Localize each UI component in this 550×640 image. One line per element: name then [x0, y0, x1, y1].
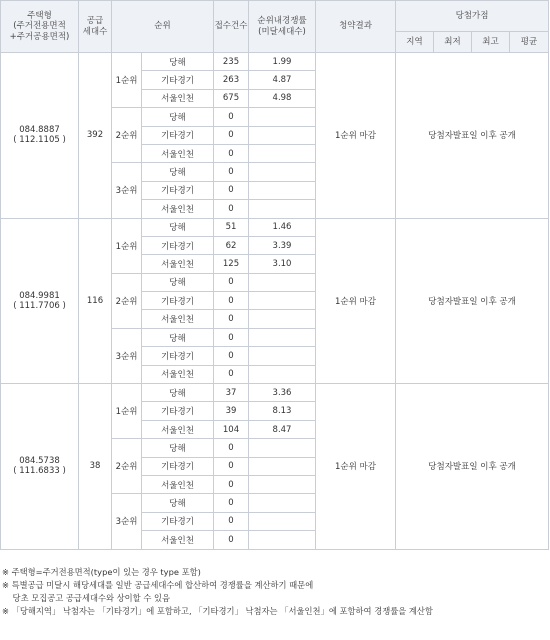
table-row	[1, 384, 549, 402]
applicant-count-cell: 0	[214, 108, 249, 126]
housing-type-cell	[1, 218, 79, 384]
housing-type-area: 084.9981	[19, 290, 60, 301]
category-cell: 서울인천	[142, 365, 214, 383]
category-cell: 기타경기	[142, 347, 214, 365]
competition-rate-cell	[249, 108, 316, 126]
competition-rate-cell	[249, 531, 316, 549]
category-cell: 기타경기	[142, 512, 214, 530]
category-cell: 당해	[142, 108, 214, 126]
category-cell: 서울인천	[142, 144, 214, 162]
header-price: 당첨가점	[396, 1, 549, 32]
category-cell: 당해	[142, 384, 214, 402]
category-cell: 서울인천	[142, 420, 214, 438]
category-cell: 당해	[142, 218, 214, 236]
housing-type-area: 084.5738	[19, 456, 60, 467]
header-price-min: 최저	[434, 32, 472, 53]
category-cell: 서울인천	[142, 200, 214, 218]
applicant-count-cell: 0	[214, 200, 249, 218]
header-price-avg: 평균	[510, 32, 549, 53]
applicant-count-cell: 51	[214, 218, 249, 236]
applicant-count-cell: 0	[214, 144, 249, 162]
applicant-count-cell: 0	[214, 531, 249, 549]
result-cell: 1순위 마감	[316, 384, 396, 550]
category-cell: 서울인천	[142, 475, 214, 493]
applicant-count-cell: 0	[214, 475, 249, 493]
rank-cell: 3순위	[112, 163, 142, 218]
applicant-count-cell: 0	[214, 457, 249, 475]
competition-rate-cell: 3.36	[249, 384, 316, 402]
applicant-count-cell: 0	[214, 328, 249, 346]
competition-rate-cell: 3.39	[249, 236, 316, 254]
housing-type-cell	[1, 53, 79, 219]
header-price-max: 최고	[472, 32, 510, 53]
competition-rate-cell: 3.10	[249, 255, 316, 273]
category-cell: 당해	[142, 439, 214, 457]
applicant-count-cell: 0	[214, 439, 249, 457]
header-type: 주택형 (주거전용면적 +주거공용면적)	[1, 1, 79, 53]
competition-rate-cell	[249, 328, 316, 346]
competition-rate-cell: 1.99	[249, 53, 316, 71]
competition-rate-cell: 1.46	[249, 218, 316, 236]
applicant-count-cell: 104	[214, 420, 249, 438]
applicant-count-cell: 39	[214, 402, 249, 420]
result-cell: 1순위 마감	[316, 53, 396, 219]
competition-rate-cell	[249, 273, 316, 291]
category-cell: 당해	[142, 163, 214, 181]
category-cell: 기타경기	[142, 292, 214, 310]
rank-cell: 2순위	[112, 108, 142, 163]
competition-rate-cell	[249, 181, 316, 199]
applicant-count-cell: 675	[214, 89, 249, 107]
competition-rate-cell	[249, 457, 316, 475]
header-applicants: 접수건수	[214, 1, 249, 53]
applicant-count-cell: 37	[214, 384, 249, 402]
rank-cell: 1순위	[112, 218, 142, 273]
supply-count-cell: 392	[79, 53, 112, 219]
competition-rate-cell: 4.87	[249, 71, 316, 89]
category-cell: 기타경기	[142, 71, 214, 89]
competition-rate-cell: 8.13	[249, 402, 316, 420]
competition-rate-cell	[249, 494, 316, 512]
competition-rate-cell	[249, 126, 316, 144]
footnote: ※ 특별공급 미달시 해당세대를 일반 공급세대수에 합산하여 경쟁률을 계산하기 때문에	[2, 580, 314, 590]
header-price-region: 지역	[396, 32, 434, 53]
rank-cell: 2순위	[112, 439, 142, 494]
applicant-count-cell: 0	[214, 292, 249, 310]
applicant-count-cell: 263	[214, 71, 249, 89]
applicant-count-cell: 0	[214, 310, 249, 328]
rank-cell: 3순위	[112, 328, 142, 383]
competition-rate-cell	[249, 347, 316, 365]
header-rank: 순위	[112, 1, 214, 53]
competition-rate-cell	[249, 512, 316, 530]
winning-score-note-cell: 당첨자발표일 이후 공개	[396, 218, 549, 384]
competition-rate-cell: 4.98	[249, 89, 316, 107]
applicant-count-cell: 62	[214, 236, 249, 254]
applicant-count-cell: 0	[214, 512, 249, 530]
supply-count-cell: 116	[79, 218, 112, 384]
category-cell: 기타경기	[142, 126, 214, 144]
category-cell: 서울인천	[142, 89, 214, 107]
category-cell: 당해	[142, 53, 214, 71]
category-cell: 당해	[142, 273, 214, 291]
winning-score-note-cell: 당첨자발표일 이후 공개	[396, 384, 549, 550]
applicant-count-cell: 0	[214, 494, 249, 512]
applicant-count-cell: 0	[214, 181, 249, 199]
category-cell: 기타경기	[142, 457, 214, 475]
footnote: ※ 주택형=주거전용면적(type이 있는 경우 type 포함)	[2, 567, 201, 577]
applicant-count-cell: 0	[214, 365, 249, 383]
category-cell: 기타경기	[142, 402, 214, 420]
competition-rate-cell: 8.47	[249, 420, 316, 438]
supply-count-cell: 38	[79, 384, 112, 550]
header-supply: 공급 세대수	[79, 1, 112, 53]
competition-rate-cell	[249, 439, 316, 457]
category-cell: 기타경기	[142, 236, 214, 254]
applicant-count-cell: 0	[214, 126, 249, 144]
applicant-count-cell: 0	[214, 347, 249, 365]
housing-type-area: 084.8887	[19, 125, 60, 136]
rank-cell: 1순위	[112, 384, 142, 439]
applicant-count-cell: 235	[214, 53, 249, 71]
result-cell: 1순위 마감	[316, 218, 396, 384]
header-result: 청약결과	[316, 1, 396, 53]
competition-rate-cell	[249, 310, 316, 328]
housing-type-cell	[1, 384, 79, 550]
competition-rate-cell	[249, 200, 316, 218]
category-cell: 당해	[142, 328, 214, 346]
rank-cell: 1순위	[112, 53, 142, 108]
applicant-count-cell: 0	[214, 163, 249, 181]
footnote: ※ 「당해지역」 낙첨자는 「기타경기」에 포함하고, 「기타경기」 낙첨자는 「서울인천」에 포함하여 경쟁률을 계산함	[2, 606, 433, 616]
competition-rate-cell	[249, 163, 316, 181]
footnote: 당초 모집공고 공급세대수와 상이할 수 있음	[2, 593, 171, 603]
category-cell: 서울인천	[142, 531, 214, 549]
category-cell: 당해	[142, 494, 214, 512]
rank-cell: 2순위	[112, 273, 142, 328]
housing-type-total-area: ( 111.7706 )	[13, 300, 66, 311]
housing-type-total-area: ( 111.6833 )	[13, 466, 66, 477]
applicant-count-cell: 125	[214, 255, 249, 273]
competition-rate-cell	[249, 475, 316, 493]
rank-cell: 3순위	[112, 494, 142, 549]
category-cell: 서울인천	[142, 310, 214, 328]
competition-rate-cell	[249, 292, 316, 310]
applicant-count-cell: 0	[214, 273, 249, 291]
competition-rate-cell	[249, 365, 316, 383]
competition-rate-cell	[249, 144, 316, 162]
table-row	[1, 218, 549, 236]
winning-score-note-cell: 당첨자발표일 이후 공개	[396, 53, 549, 219]
category-cell: 서울인천	[142, 255, 214, 273]
housing-type-total-area: ( 112.1105 )	[13, 135, 66, 146]
category-cell: 기타경기	[142, 181, 214, 199]
footnotes	[2, 566, 548, 618]
table-row	[1, 53, 549, 71]
header-competition: 순위내경쟁률 (미달세대수)	[249, 1, 316, 53]
